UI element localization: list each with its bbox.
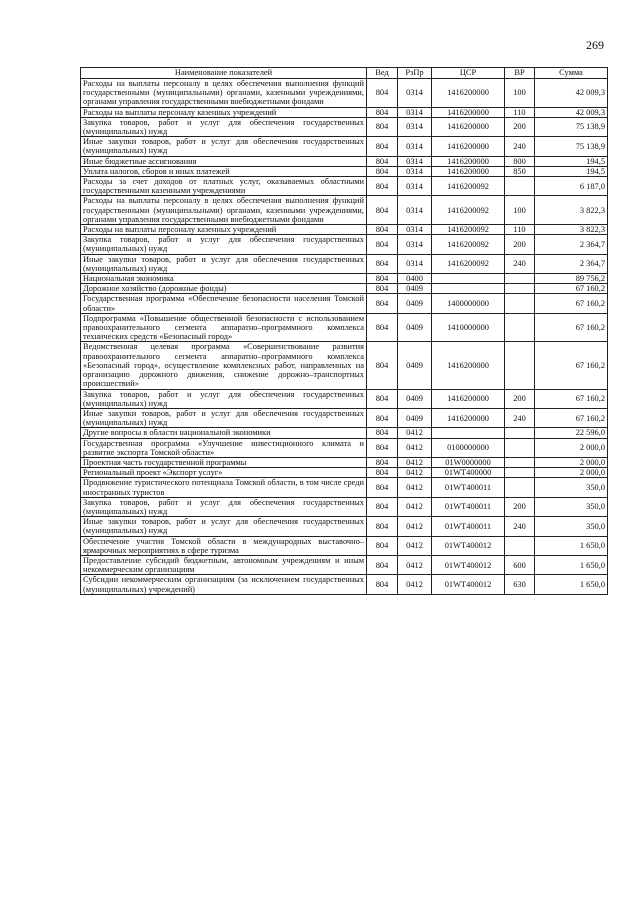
cell-name: Проектная часть государственной программы xyxy=(81,457,367,467)
cell-name: Закупка товаров, работ и услуг для обеспечения государственных (муниципальных) нужд xyxy=(81,235,367,254)
cell-sum: 2 364,7 xyxy=(535,235,608,254)
cell-ved: 804 xyxy=(367,166,398,176)
cell-ved: 804 xyxy=(367,254,398,273)
cell-ved: 804 xyxy=(367,342,398,389)
cell-sum: 2 000,0 xyxy=(535,468,608,478)
cell-csr: 01WT400011 xyxy=(432,517,505,536)
cell-rzpr: 0412 xyxy=(398,457,432,467)
cell-vr: 240 xyxy=(505,517,535,536)
column-header-sum: Сумма xyxy=(535,68,608,79)
table-row xyxy=(81,196,608,225)
cell-csr: 1416200000 xyxy=(432,166,505,176)
cell-rzpr: 0412 xyxy=(398,428,432,438)
cell-ved: 804 xyxy=(367,137,398,156)
table-row xyxy=(81,517,608,536)
cell-rzpr: 0412 xyxy=(398,536,432,555)
cell-sum: 2 000,0 xyxy=(535,457,608,467)
table-row xyxy=(81,428,608,438)
cell-vr xyxy=(505,284,535,294)
cell-ved: 804 xyxy=(367,107,398,117)
table-row xyxy=(81,497,608,516)
cell-name: Иные закупки товаров, работ и услуг для обеспечения государственных (муниципальных) нужд xyxy=(81,408,367,427)
cell-csr: 1416200092 xyxy=(432,196,505,225)
cell-vr: 110 xyxy=(505,225,535,235)
cell-sum: 2 000,0 xyxy=(535,438,608,457)
cell-vr xyxy=(505,177,535,196)
cell-rzpr: 0314 xyxy=(398,166,432,176)
cell-name: Обеспечение участия Томской области в международных выставочно–ярмарочных мероприятиях в сфере туризма xyxy=(81,536,367,555)
table-row xyxy=(81,235,608,254)
cell-sum: 1 650,0 xyxy=(535,536,608,555)
table-row xyxy=(81,177,608,196)
cell-csr: 01WT400012 xyxy=(432,536,505,555)
cell-name: Расходы на выплаты персоналу в целях обеспечения выполнения функций государственными (муниципальными) органами, казенными учреждениями, органами управления государственными внебюджетными фондами xyxy=(81,196,367,225)
cell-rzpr: 0314 xyxy=(398,79,432,108)
cell-csr: 1410000000 xyxy=(432,313,505,342)
column-header-ved: Вед xyxy=(367,68,398,79)
cell-vr: 850 xyxy=(505,166,535,176)
cell-csr: 01WT400012 xyxy=(432,555,505,574)
cell-vr: 100 xyxy=(505,196,535,225)
cell-rzpr: 0409 xyxy=(398,284,432,294)
cell-ved: 804 xyxy=(367,274,398,284)
table-row xyxy=(81,313,608,342)
cell-csr: 1416200000 xyxy=(432,107,505,117)
cell-name: Национальная экономика xyxy=(81,274,367,284)
cell-vr: 240 xyxy=(505,137,535,156)
cell-name: Государственная программа «Обеспечение безопасности населения Томской области» xyxy=(81,294,367,313)
table-row xyxy=(81,389,608,408)
cell-csr: 1416200000 xyxy=(432,389,505,408)
cell-sum: 1 650,0 xyxy=(535,555,608,574)
cell-rzpr: 0314 xyxy=(398,225,432,235)
cell-name: Государственная программа «Улучшение инвестиционного климата и развитие экспорта Томской области» xyxy=(81,438,367,457)
cell-vr xyxy=(505,438,535,457)
cell-sum: 67 160,2 xyxy=(535,284,608,294)
cell-name: Уплата налогов, сборов и иных платежей xyxy=(81,166,367,176)
cell-ved: 804 xyxy=(367,294,398,313)
cell-sum: 22 596,0 xyxy=(535,428,608,438)
table-row xyxy=(81,575,608,594)
cell-rzpr: 0400 xyxy=(398,274,432,284)
cell-rzpr: 0314 xyxy=(398,107,432,117)
budget-table xyxy=(80,67,608,595)
column-header-name: Наименование показателей xyxy=(81,68,367,79)
cell-rzpr: 0409 xyxy=(398,342,432,389)
cell-sum: 75 138,9 xyxy=(535,137,608,156)
cell-csr: 1416200092 xyxy=(432,177,505,196)
cell-csr: 01WT400000 xyxy=(432,468,505,478)
table-row xyxy=(81,468,608,478)
cell-csr: 1416200092 xyxy=(432,235,505,254)
table-row xyxy=(81,117,608,136)
table-row xyxy=(81,478,608,497)
cell-vr: 240 xyxy=(505,254,535,273)
cell-name: Иные закупки товаров, работ и услуг для обеспечения государственных (муниципальных) нужд xyxy=(81,517,367,536)
cell-ved: 804 xyxy=(367,468,398,478)
cell-sum: 75 138,9 xyxy=(535,117,608,136)
table-row xyxy=(81,555,608,574)
cell-vr: 600 xyxy=(505,555,535,574)
table-row xyxy=(81,254,608,273)
cell-name: Другие вопросы в области национальной экономики xyxy=(81,428,367,438)
cell-vr xyxy=(505,457,535,467)
cell-vr: 800 xyxy=(505,156,535,166)
cell-name: Расходы за счет доходов от платных услуг, оказываемых областными государственными казенными учреждениями xyxy=(81,177,367,196)
cell-ved: 804 xyxy=(367,117,398,136)
cell-vr xyxy=(505,274,535,284)
cell-sum: 67 160,2 xyxy=(535,408,608,427)
cell-rzpr: 0314 xyxy=(398,196,432,225)
cell-sum: 89 756,2 xyxy=(535,274,608,284)
cell-rzpr: 0314 xyxy=(398,177,432,196)
column-header-csr: ЦСР xyxy=(432,68,505,79)
column-header-vr: ВР xyxy=(505,68,535,79)
cell-vr: 200 xyxy=(505,235,535,254)
cell-vr xyxy=(505,468,535,478)
cell-csr: 1416200000 xyxy=(432,156,505,166)
page-number: 269 xyxy=(586,38,604,52)
cell-vr: 110 xyxy=(505,107,535,117)
cell-name: Региональный проект «Экспорт услуг» xyxy=(81,468,367,478)
cell-rzpr: 0412 xyxy=(398,575,432,594)
cell-ved: 804 xyxy=(367,313,398,342)
cell-csr: 1416200000 xyxy=(432,79,505,108)
cell-csr: 01W0000000 xyxy=(432,457,505,467)
cell-csr: 01WT400012 xyxy=(432,575,505,594)
cell-ved: 804 xyxy=(367,536,398,555)
table-body xyxy=(81,79,608,595)
table-row xyxy=(81,457,608,467)
cell-csr xyxy=(432,274,505,284)
cell-ved: 804 xyxy=(367,79,398,108)
cell-rzpr: 0314 xyxy=(398,235,432,254)
cell-csr: 0100000000 xyxy=(432,438,505,457)
cell-csr xyxy=(432,284,505,294)
cell-rzpr: 0314 xyxy=(398,117,432,136)
cell-rzpr: 0412 xyxy=(398,555,432,574)
cell-ved: 804 xyxy=(367,555,398,574)
cell-rzpr: 0409 xyxy=(398,408,432,427)
cell-vr: 630 xyxy=(505,575,535,594)
table-row xyxy=(81,107,608,117)
cell-csr: 1416200000 xyxy=(432,408,505,427)
cell-csr: 01WT400011 xyxy=(432,497,505,516)
column-header-rzpr: РзПр xyxy=(398,68,432,79)
table-row xyxy=(81,284,608,294)
cell-name: Иные закупки товаров, работ и услуг для обеспечения государственных (муниципальных) нужд xyxy=(81,254,367,273)
cell-name: Расходы на выплаты персоналу казенных учреждений xyxy=(81,107,367,117)
cell-rzpr: 0412 xyxy=(398,497,432,516)
cell-ved: 804 xyxy=(367,196,398,225)
cell-name: Ведомственная целевая программа «Совершенствование развития правоохранительного сегмента аппаратно–программного комплекса «Безопасный город», осуществление комплексных работ, направленных на организацию дорожного движения, снижение дорожно–транспортных происшествий» xyxy=(81,342,367,389)
cell-ved: 804 xyxy=(367,284,398,294)
cell-csr xyxy=(432,428,505,438)
cell-name: Закупка товаров, работ и услуг для обеспечения государственных (муниципальных) нужд xyxy=(81,117,367,136)
cell-sum: 1 650,0 xyxy=(535,575,608,594)
table-row xyxy=(81,294,608,313)
cell-sum: 42 009,3 xyxy=(535,107,608,117)
cell-sum: 194,5 xyxy=(535,156,608,166)
cell-rzpr: 0409 xyxy=(398,313,432,342)
cell-name: Расходы на выплаты персоналу в целях обеспечения выполнения функций государственными (муниципальными) органами, казенными учреждениями, органами управления государственными внебюджетными фондами xyxy=(81,79,367,108)
table-row xyxy=(81,137,608,156)
table-row xyxy=(81,274,608,284)
cell-vr: 100 xyxy=(505,79,535,108)
cell-rzpr: 0314 xyxy=(398,254,432,273)
table-row xyxy=(81,342,608,389)
cell-ved: 804 xyxy=(367,478,398,497)
cell-csr: 1400000000 xyxy=(432,294,505,313)
cell-ved: 804 xyxy=(367,156,398,166)
cell-name: Закупка товаров, работ и услуг для обеспечения государственных (муниципальных) нужд xyxy=(81,389,367,408)
cell-vr xyxy=(505,294,535,313)
cell-rzpr: 0412 xyxy=(398,468,432,478)
cell-vr: 200 xyxy=(505,497,535,516)
cell-sum: 2 364,7 xyxy=(535,254,608,273)
table-row xyxy=(81,408,608,427)
table-header-row xyxy=(81,68,608,79)
cell-csr: 01WT400011 xyxy=(432,478,505,497)
cell-name: Расходы на выплаты персоналу казенных учреждений xyxy=(81,225,367,235)
cell-name: Иные бюджетные ассигнования xyxy=(81,156,367,166)
cell-name: Закупка товаров, работ и услуг для обеспечения государственных (муниципальных) нужд xyxy=(81,497,367,516)
cell-sum: 350,0 xyxy=(535,517,608,536)
cell-vr: 200 xyxy=(505,117,535,136)
cell-rzpr: 0409 xyxy=(398,389,432,408)
cell-ved: 804 xyxy=(367,225,398,235)
cell-name: Иные закупки товаров, работ и услуг для обеспечения государственных (муниципальных) нужд xyxy=(81,137,367,156)
cell-sum: 67 160,2 xyxy=(535,294,608,313)
cell-sum: 194,5 xyxy=(535,166,608,176)
cell-ved: 804 xyxy=(367,497,398,516)
cell-sum: 350,0 xyxy=(535,497,608,516)
cell-sum: 67 160,2 xyxy=(535,389,608,408)
cell-name: Подпрограмма «Повышение общественной безопасности с использованием правоохранительного сегмента аппаратно–программного комплекса технических средств «Безопасный город» xyxy=(81,313,367,342)
cell-rzpr: 0412 xyxy=(398,438,432,457)
table-row xyxy=(81,166,608,176)
cell-vr: 240 xyxy=(505,408,535,427)
cell-csr: 1416200092 xyxy=(432,254,505,273)
cell-csr: 1416200000 xyxy=(432,137,505,156)
cell-vr xyxy=(505,313,535,342)
cell-vr xyxy=(505,536,535,555)
cell-csr: 1416200000 xyxy=(432,342,505,389)
cell-vr xyxy=(505,428,535,438)
cell-ved: 804 xyxy=(367,575,398,594)
cell-name: Дорожное хозяйство (дорожные фонды) xyxy=(81,284,367,294)
cell-sum: 3 822,3 xyxy=(535,196,608,225)
table-row xyxy=(81,225,608,235)
cell-rzpr: 0412 xyxy=(398,517,432,536)
cell-sum: 67 160,2 xyxy=(535,313,608,342)
cell-sum: 350,0 xyxy=(535,478,608,497)
cell-sum: 3 822,3 xyxy=(535,225,608,235)
cell-vr xyxy=(505,342,535,389)
cell-ved: 804 xyxy=(367,389,398,408)
cell-name: Продвижение туристического потенциала Томской области, в том числе среди иностранных туристов xyxy=(81,478,367,497)
cell-name: Субсидии некоммерческим организациям (за исключением государственных (муниципальных) учреждений) xyxy=(81,575,367,594)
cell-ved: 804 xyxy=(367,438,398,457)
cell-vr: 200 xyxy=(505,389,535,408)
cell-ved: 804 xyxy=(367,517,398,536)
cell-ved: 804 xyxy=(367,177,398,196)
cell-rzpr: 0314 xyxy=(398,156,432,166)
cell-sum: 6 187,0 xyxy=(535,177,608,196)
cell-csr: 1416200092 xyxy=(432,225,505,235)
cell-ved: 804 xyxy=(367,235,398,254)
table-row xyxy=(81,156,608,166)
cell-rzpr: 0409 xyxy=(398,294,432,313)
cell-sum: 42 009,3 xyxy=(535,79,608,108)
cell-sum: 67 160,2 xyxy=(535,342,608,389)
cell-rzpr: 0314 xyxy=(398,137,432,156)
cell-ved: 804 xyxy=(367,408,398,427)
table-row xyxy=(81,438,608,457)
cell-ved: 804 xyxy=(367,428,398,438)
cell-ved: 804 xyxy=(367,457,398,467)
table-row xyxy=(81,536,608,555)
cell-csr: 1416200000 xyxy=(432,117,505,136)
cell-rzpr: 0412 xyxy=(398,478,432,497)
table-row xyxy=(81,79,608,108)
cell-name: Предоставление субсидий бюджетным, автономным учреждениям и иным некоммерческим организациям xyxy=(81,555,367,574)
cell-vr xyxy=(505,478,535,497)
